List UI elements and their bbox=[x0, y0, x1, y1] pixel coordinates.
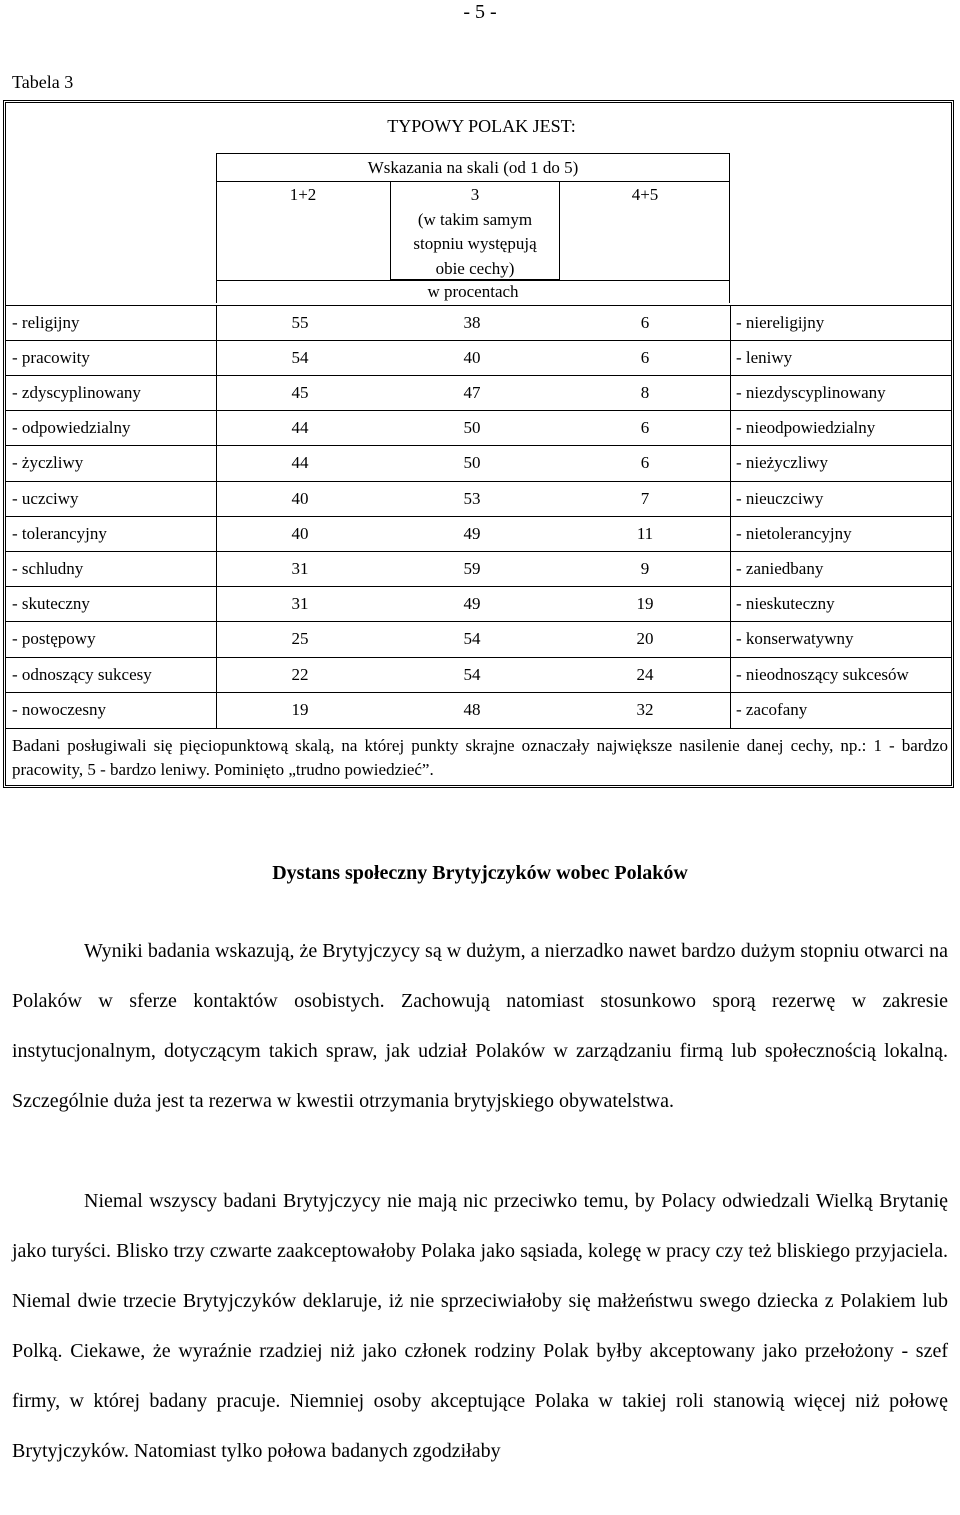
table-note: Badani posługiwali się pięciopunktową skalą, na której punkty skrajne oznaczały największe nasilenie danej cechy, np.: 1 - bardzo pracowity, 5 - bardzo leniwy. Pominięto „trudno powiedzieć”. bbox=[12, 736, 948, 779]
value-1-2: 31 bbox=[291, 594, 309, 613]
page-number: - 5 - bbox=[463, 1, 497, 23]
value-4-5: 20 bbox=[636, 629, 654, 648]
table-row bbox=[6, 552, 951, 587]
trait-negative: - nieodnoszący sukcesów bbox=[736, 665, 909, 684]
table-row bbox=[6, 306, 951, 341]
value-3: 38 bbox=[463, 313, 481, 332]
table-row bbox=[6, 587, 951, 622]
scale-header: Wskazania na skali (od 1 do 5) bbox=[367, 158, 579, 177]
trait-positive: - skuteczny bbox=[12, 594, 90, 613]
table-row bbox=[6, 376, 951, 411]
col2-header-line: obie cechy) bbox=[435, 258, 515, 278]
table-row bbox=[6, 411, 951, 446]
trait-negative: - zaniedbany bbox=[736, 559, 824, 578]
table-row bbox=[6, 693, 951, 728]
trait-positive: - odpowiedzialny bbox=[12, 418, 131, 437]
value-3: 47 bbox=[463, 383, 481, 402]
value-4-5: 8 bbox=[640, 383, 650, 402]
trait-negative: - leniwy bbox=[736, 348, 793, 367]
col2-header-line: 3 bbox=[470, 185, 480, 204]
trait-positive: - religijny bbox=[12, 313, 80, 332]
value-1-2: 55 bbox=[291, 313, 309, 332]
table-row bbox=[6, 341, 951, 376]
value-3: 49 bbox=[463, 524, 481, 543]
value-4-5: 6 bbox=[640, 348, 650, 367]
col3-header: 4+5 bbox=[631, 185, 659, 204]
trait-positive: - życzliwy bbox=[12, 453, 84, 472]
value-1-2: 31 bbox=[291, 559, 309, 578]
header-divider bbox=[216, 280, 730, 281]
value-4-5: 6 bbox=[640, 453, 650, 472]
col2-header-line: (w takim samym bbox=[417, 209, 533, 229]
trait-positive: - postępowy bbox=[12, 629, 96, 648]
value-4-5: 6 bbox=[640, 418, 650, 437]
column-divider bbox=[216, 305, 217, 728]
trait-positive: - nowoczesny bbox=[12, 700, 106, 719]
trait-negative: - konserwatywny bbox=[736, 629, 854, 648]
col2-header bbox=[390, 183, 560, 281]
value-3: 54 bbox=[463, 629, 481, 648]
table-row bbox=[6, 517, 951, 552]
trait-negative: - zacofany bbox=[736, 700, 808, 719]
trait-positive: - tolerancyjny bbox=[12, 524, 107, 543]
value-3: 50 bbox=[463, 453, 481, 472]
trait-positive: - schludny bbox=[12, 559, 84, 578]
units-label: w procentach bbox=[427, 282, 519, 301]
value-1-2: 45 bbox=[291, 383, 309, 402]
col2-header-line: stopniu występują bbox=[413, 234, 537, 253]
trait-negative: - nieżyczliwy bbox=[736, 453, 829, 472]
table-row bbox=[6, 658, 951, 693]
table-row bbox=[6, 482, 951, 517]
value-3: 49 bbox=[463, 594, 481, 613]
paragraph bbox=[12, 1176, 948, 1476]
trait-negative: - nieskuteczny bbox=[736, 594, 835, 613]
trait-positive: - uczciwy bbox=[12, 489, 79, 508]
table-row bbox=[6, 622, 951, 657]
section-heading: Dystans społeczny Brytyjczyków wobec Polaków bbox=[272, 862, 688, 884]
trait-negative: - niezdyscyplinowany bbox=[736, 383, 886, 402]
trait-negative: - nieodpowiedzialny bbox=[736, 418, 876, 437]
value-3: 53 bbox=[463, 489, 481, 508]
trait-positive: - zdyscyplinowany bbox=[12, 383, 141, 402]
paragraph bbox=[12, 926, 948, 1126]
value-1-2: 44 bbox=[291, 418, 309, 437]
value-4-5: 11 bbox=[636, 524, 654, 543]
paragraph-text: Niemal wszyscy badani Brytyjczycy nie mają nic przeciwko temu, by Polacy odwiedzali Wielką Brytanię jako turyści. Blisko trzy czwarte zaakceptowałoby Polaka jako sąsiada, kolegę w pracy czy też bliskiego przyjaciela. Niemal dwie trzecie Brytyjczyków deklaruje, iż nie sprzeciwiałoby się małżeństwu swego dziecka z Polakiem lub Polką. Ciekawe, że wyraźnie rzadziej niż jako członek rodziny Polak byłby akceptowany jako przełożony - szef firmy, w której badany pracuje. Niemniej osoby akceptujące Polaka w takiej roli stanowią więcej niż połowę Brytyjczyków. Natomiast tylko połowa badanych zgodziłaby bbox=[12, 1190, 948, 1462]
trait-negative: - niereligijny bbox=[736, 313, 825, 332]
column-divider bbox=[730, 305, 731, 728]
value-4-5: 19 bbox=[636, 594, 654, 613]
table-caption: Tabela 3 bbox=[12, 72, 74, 92]
value-1-2: 40 bbox=[291, 489, 309, 508]
value-4-5: 32 bbox=[636, 700, 654, 719]
trait-negative: - nieuczciwy bbox=[736, 489, 824, 508]
table-row bbox=[6, 446, 951, 481]
value-3: 40 bbox=[463, 348, 481, 367]
value-1-2: 44 bbox=[291, 453, 309, 472]
table-title: TYPOWY POLAK JEST: bbox=[387, 116, 576, 136]
trait-negative: - nietolerancyjny bbox=[736, 524, 852, 543]
value-3: 54 bbox=[463, 665, 481, 684]
paragraph-text: Wyniki badania wskazują, że Brytyjczycy są w dużym, a nierzadko nawet bardzo dużym stopniu otwarci na Polaków w sferze kontaktów osobistych. Zachowują natomiast stosunkowo sporą rezerwę w zakresie instytucjonalnym, dotyczącym takich spraw, jak udział Polaków w zarządzaniu firmą lub społecznością lokalną. Szczególnie duża jest ta rezerwa w kwestii otrzymania brytyjskiego obywatelstwa. bbox=[12, 940, 948, 1112]
value-4-5: 9 bbox=[640, 559, 650, 578]
value-4-5: 6 bbox=[640, 313, 650, 332]
value-3: 59 bbox=[463, 559, 481, 578]
value-4-5: 7 bbox=[640, 489, 650, 508]
trait-positive: - pracowity bbox=[12, 348, 90, 367]
value-1-2: 19 bbox=[291, 700, 309, 719]
value-1-2: 25 bbox=[291, 629, 309, 648]
value-3: 50 bbox=[463, 418, 481, 437]
value-1-2: 40 bbox=[291, 524, 309, 543]
trait-positive: - odnoszący sukcesy bbox=[12, 665, 152, 684]
value-1-2: 22 bbox=[291, 665, 309, 684]
value-3: 48 bbox=[463, 700, 481, 719]
row-divider bbox=[6, 728, 951, 729]
col1-header: 1+2 bbox=[289, 185, 317, 204]
value-4-5: 24 bbox=[636, 665, 654, 684]
value-1-2: 54 bbox=[291, 348, 309, 367]
